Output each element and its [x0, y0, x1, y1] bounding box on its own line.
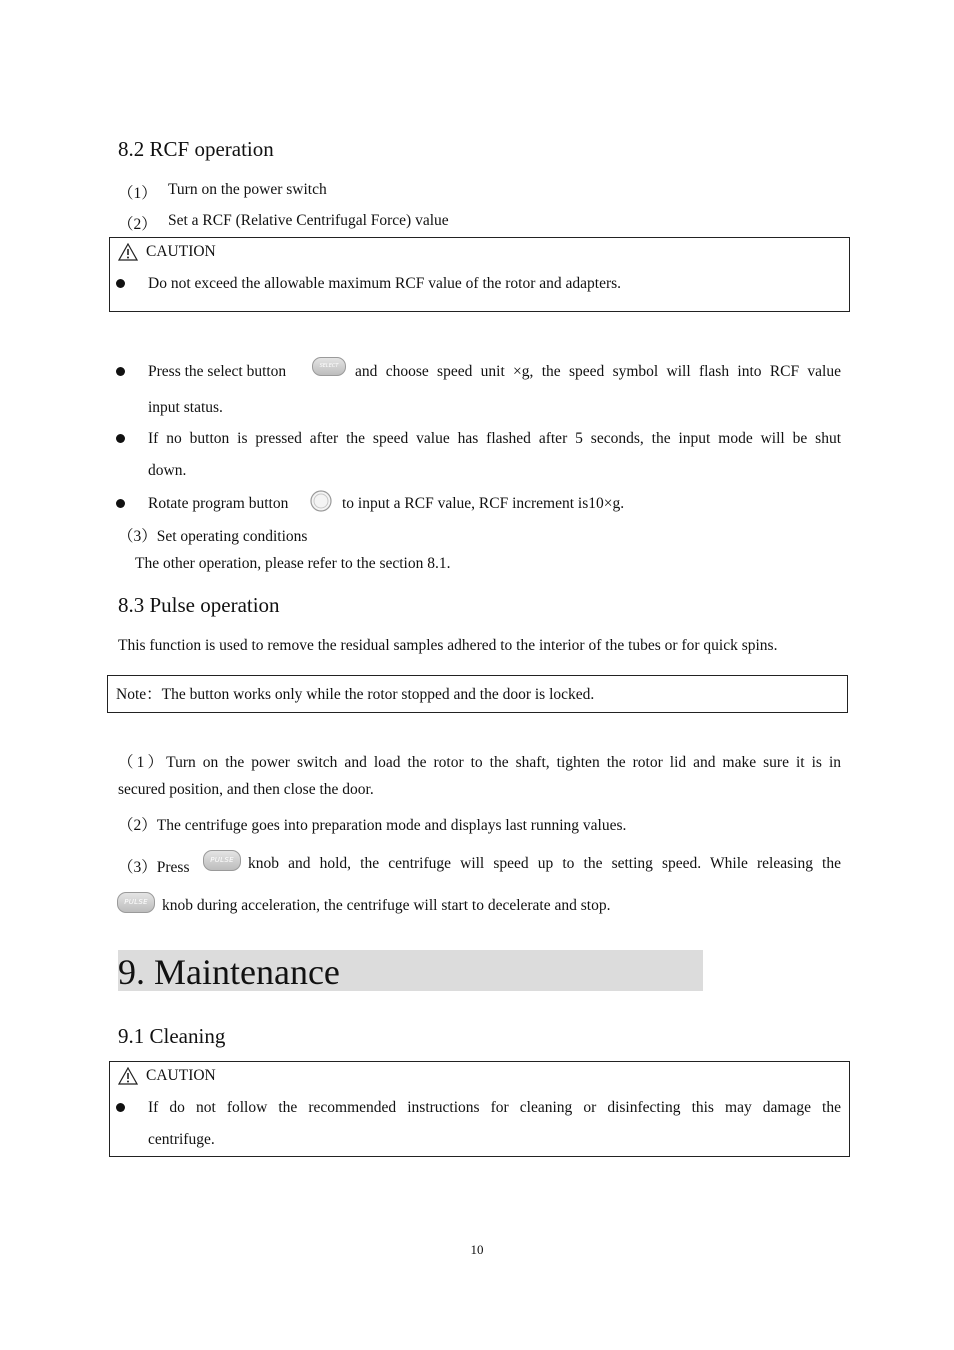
program-knob-icon — [309, 489, 333, 513]
caution-text-continued: centrifuge. — [148, 1131, 215, 1148]
caution-text: Do not exceed the allowable maximum RCF value of the rotor and adapters. — [148, 275, 622, 292]
pulse-button-icon: PULSE — [203, 850, 241, 871]
step-text-continued: secured position, and then close the door. — [118, 781, 374, 798]
step-text: knob and hold, the centrifuge will speed up to the setting speed. While releasing the — [248, 855, 841, 872]
caution-label: CAUTION — [146, 1067, 216, 1084]
step-text-continued: knob during acceleration, the centrifuge will start to decelerate and stop. — [162, 897, 611, 914]
page-number: 10 — [470, 1242, 484, 1257]
step-text: Set a RCF (Relative Centrifugal Force) value — [168, 212, 449, 229]
bullet-text: and choose speed unit ×g, the speed symbol will flash into RCF value — [355, 363, 841, 380]
step-text: （1）Turn on the power switch and load the rotor to the shaft, tighten the rotor lid and make sure it is in — [118, 754, 841, 771]
bullet-dot — [116, 367, 125, 376]
caution-header — [118, 243, 216, 261]
step-text: Turn on the power switch — [168, 181, 327, 198]
chapter-heading-bar — [118, 950, 703, 991]
bullet-text: If no button is pressed after the speed value has flashed after 5 seconds, the input mode will be shut — [148, 430, 841, 447]
select-button-icon: SELECT — [312, 357, 346, 376]
chapter-heading: 9. Maintenance — [118, 952, 340, 992]
bullet-dot — [116, 434, 125, 443]
step-text: （2）The centrifuge goes into preparation mode and displays last running values. — [118, 817, 627, 834]
bullet-text: Rotate program button — [148, 495, 289, 512]
paragraph: The other operation, please refer to the section 8.1. — [135, 555, 451, 572]
bullet-dot — [116, 499, 125, 508]
section-8-3-heading: 8.3 Pulse operation — [118, 593, 280, 617]
caution-label: CAUTION — [146, 243, 216, 260]
step-number: （2） — [118, 216, 157, 233]
note-text: Note：The button works only while the rotor stopped and the door is locked. — [116, 686, 595, 703]
warning-triangle-icon — [118, 1067, 138, 1085]
warning-triangle-icon — [118, 243, 138, 261]
caution-header — [118, 1067, 216, 1085]
bullet-text: to input a RCF value, RCF increment is10×g. — [342, 495, 625, 512]
step-text: （3）Set operating conditions — [118, 528, 308, 545]
bullet-dot — [116, 1103, 125, 1112]
section-9-1-heading: 9.1 Cleaning — [118, 1024, 226, 1048]
pulse-button-icon: PULSE — [117, 892, 155, 913]
section-8-2-heading: 8.2 RCF operation — [118, 137, 274, 161]
step-text: （3）Press — [118, 859, 190, 876]
bullet-dot — [116, 279, 125, 288]
caution-text: If do not follow the recommended instructions for cleaning or disinfecting this may damage the — [148, 1099, 841, 1116]
paragraph: This function is used to remove the residual samples adhered to the interior of the tubes or for quick spins. — [118, 637, 778, 654]
bullet-text: Press the select button — [148, 363, 287, 380]
bullet-text-continued: input status. — [148, 399, 223, 416]
bullet-text-continued: down. — [148, 462, 187, 479]
step-number: （1） — [118, 185, 157, 202]
